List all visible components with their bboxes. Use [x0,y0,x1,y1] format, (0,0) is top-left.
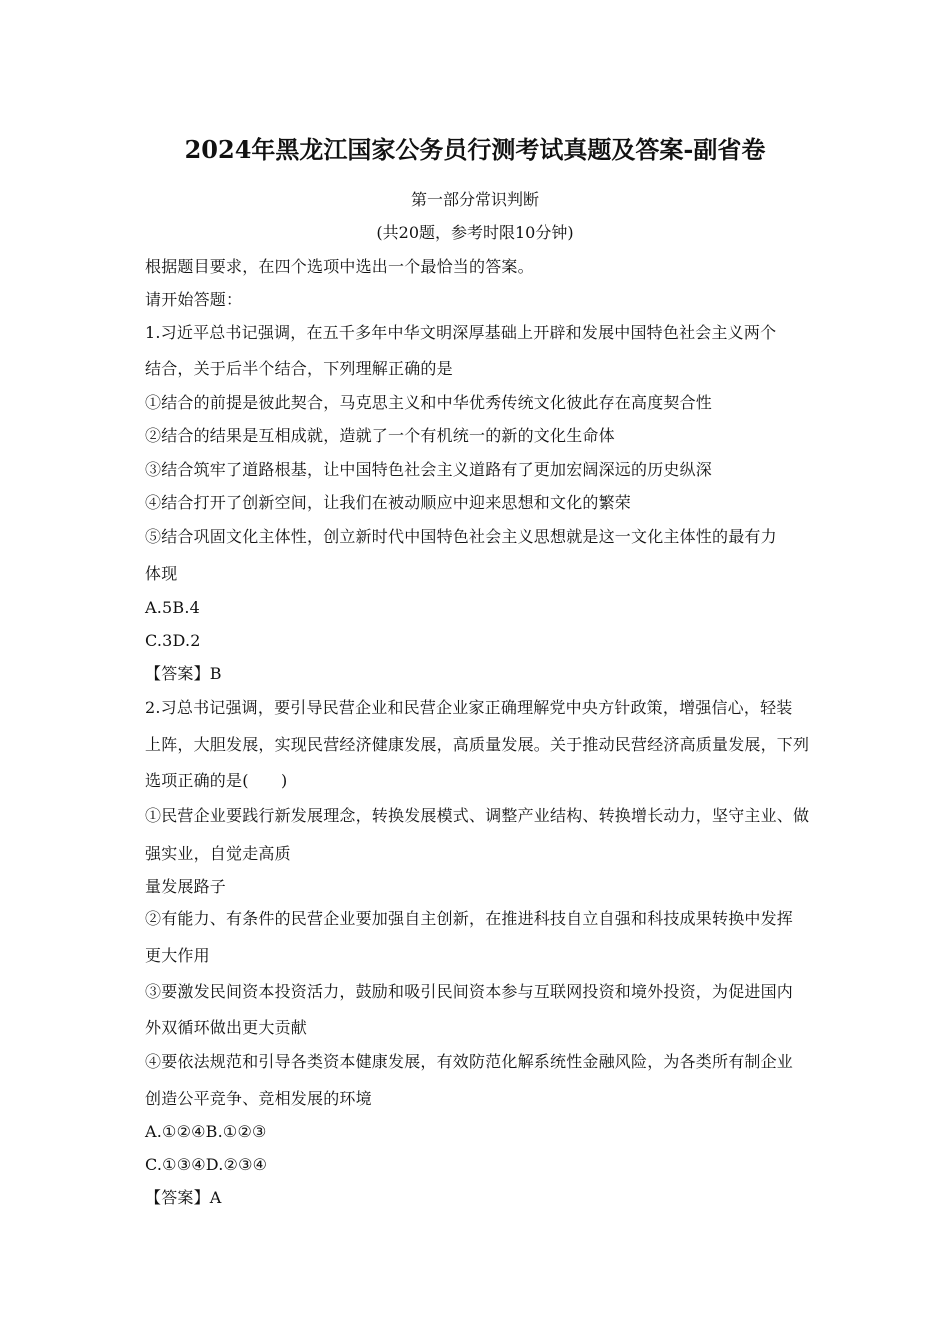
section-title: 第一部分常识判断 [410,190,539,209]
q2-stem-line1: 2.习总书记强调，要引导民营企业和民营企业家正确理解党中央方针政策，增强信心，轻装 [145,698,793,717]
q1-item3: ③结合筑牢了道路根基，让中国特色社会主义道路有了更加宏阔深远的历史纵深 [145,460,713,479]
instruction-text: 根据题目要求，在四个选项中选出一个最恰当的答案。 [145,257,534,276]
q2-item1-line3: 量发展路子 [145,877,227,896]
q2-options-cd: C.①③④D.②③④ [145,1155,268,1174]
q1-options-ab: A.5B.4 [145,598,201,617]
q1-item1: ①结合的前提是彼此契合，马克思主义和中华优秀传统文化彼此存在高度契合性 [145,393,713,412]
q2-item2-line1: ②有能力、有条件的民营企业要加强自主创新，在推进科技自立自强和科技成果转换中发挥 [145,909,794,928]
q1-item2: ②结合的结果是互相成就，造就了一个有机统一的新的文化生命体 [145,426,615,445]
q1-item5-line2: 体现 [145,564,178,583]
q1-stem-line2: 结合，关于后半个结合，下列理解正确的是 [145,359,453,378]
q2-item2-line2: 更大作用 [145,946,210,965]
q1-answer: 【答案】B [145,664,222,683]
q2-item3-line2: 外双循环做出更大贡献 [145,1018,308,1037]
q2-item1-line1: ①民营企业要践行新发展理念，转换发展模式、调整产业结构、转换增长动力，坚守主业、做 [145,806,810,825]
section-note: (共20题，参考时限10分钟) [376,223,574,242]
q2-stem-line2: 上阵，大胆发展，实现民营经济健康发展，高质量发展。关于推动民营经济高质量发展，下列 [145,735,810,754]
document-title: 2024年黑龙江国家公务员行测考试真题及答案-副省卷 [184,135,766,164]
q1-options-cd: C.3D.2 [145,631,201,650]
q2-item1-line2: 强实业，自觉走高质 [145,844,291,863]
q1-item5-line1: ⑤结合巩固文化主体性，创立新时代中国特色社会主义思想就是这一文化主体性的最有力 [145,527,777,546]
q2-answer: 【答案】A [145,1188,222,1207]
q1-item4: ④结合打开了创新空间，让我们在被动顺应中迎来思想和文化的繁荣 [145,493,632,512]
q2-item4-line2: 创造公平竞争、竞相发展的环境 [145,1089,372,1108]
q2-options-ab: A.①②④B.①②③ [145,1122,267,1141]
q2-stem-line3: 选项正确的是( ) [145,771,288,790]
q2-item4-line1: ④要依法规范和引导各类资本健康发展，有效防范化解系统性金融风险，为各类所有制企业 [145,1052,794,1071]
q2-item3-line1: ③要激发民间资本投资活力，鼓励和吸引民间资本参与互联网投资和境外投资，为促进国内 [145,982,794,1001]
q1-stem-line1: 1.习近平总书记强调，在五千多年中华文明深厚基础上开辟和发展中国特色社会主义两个 [145,323,777,342]
start-prompt: 请开始答题： [145,290,243,309]
